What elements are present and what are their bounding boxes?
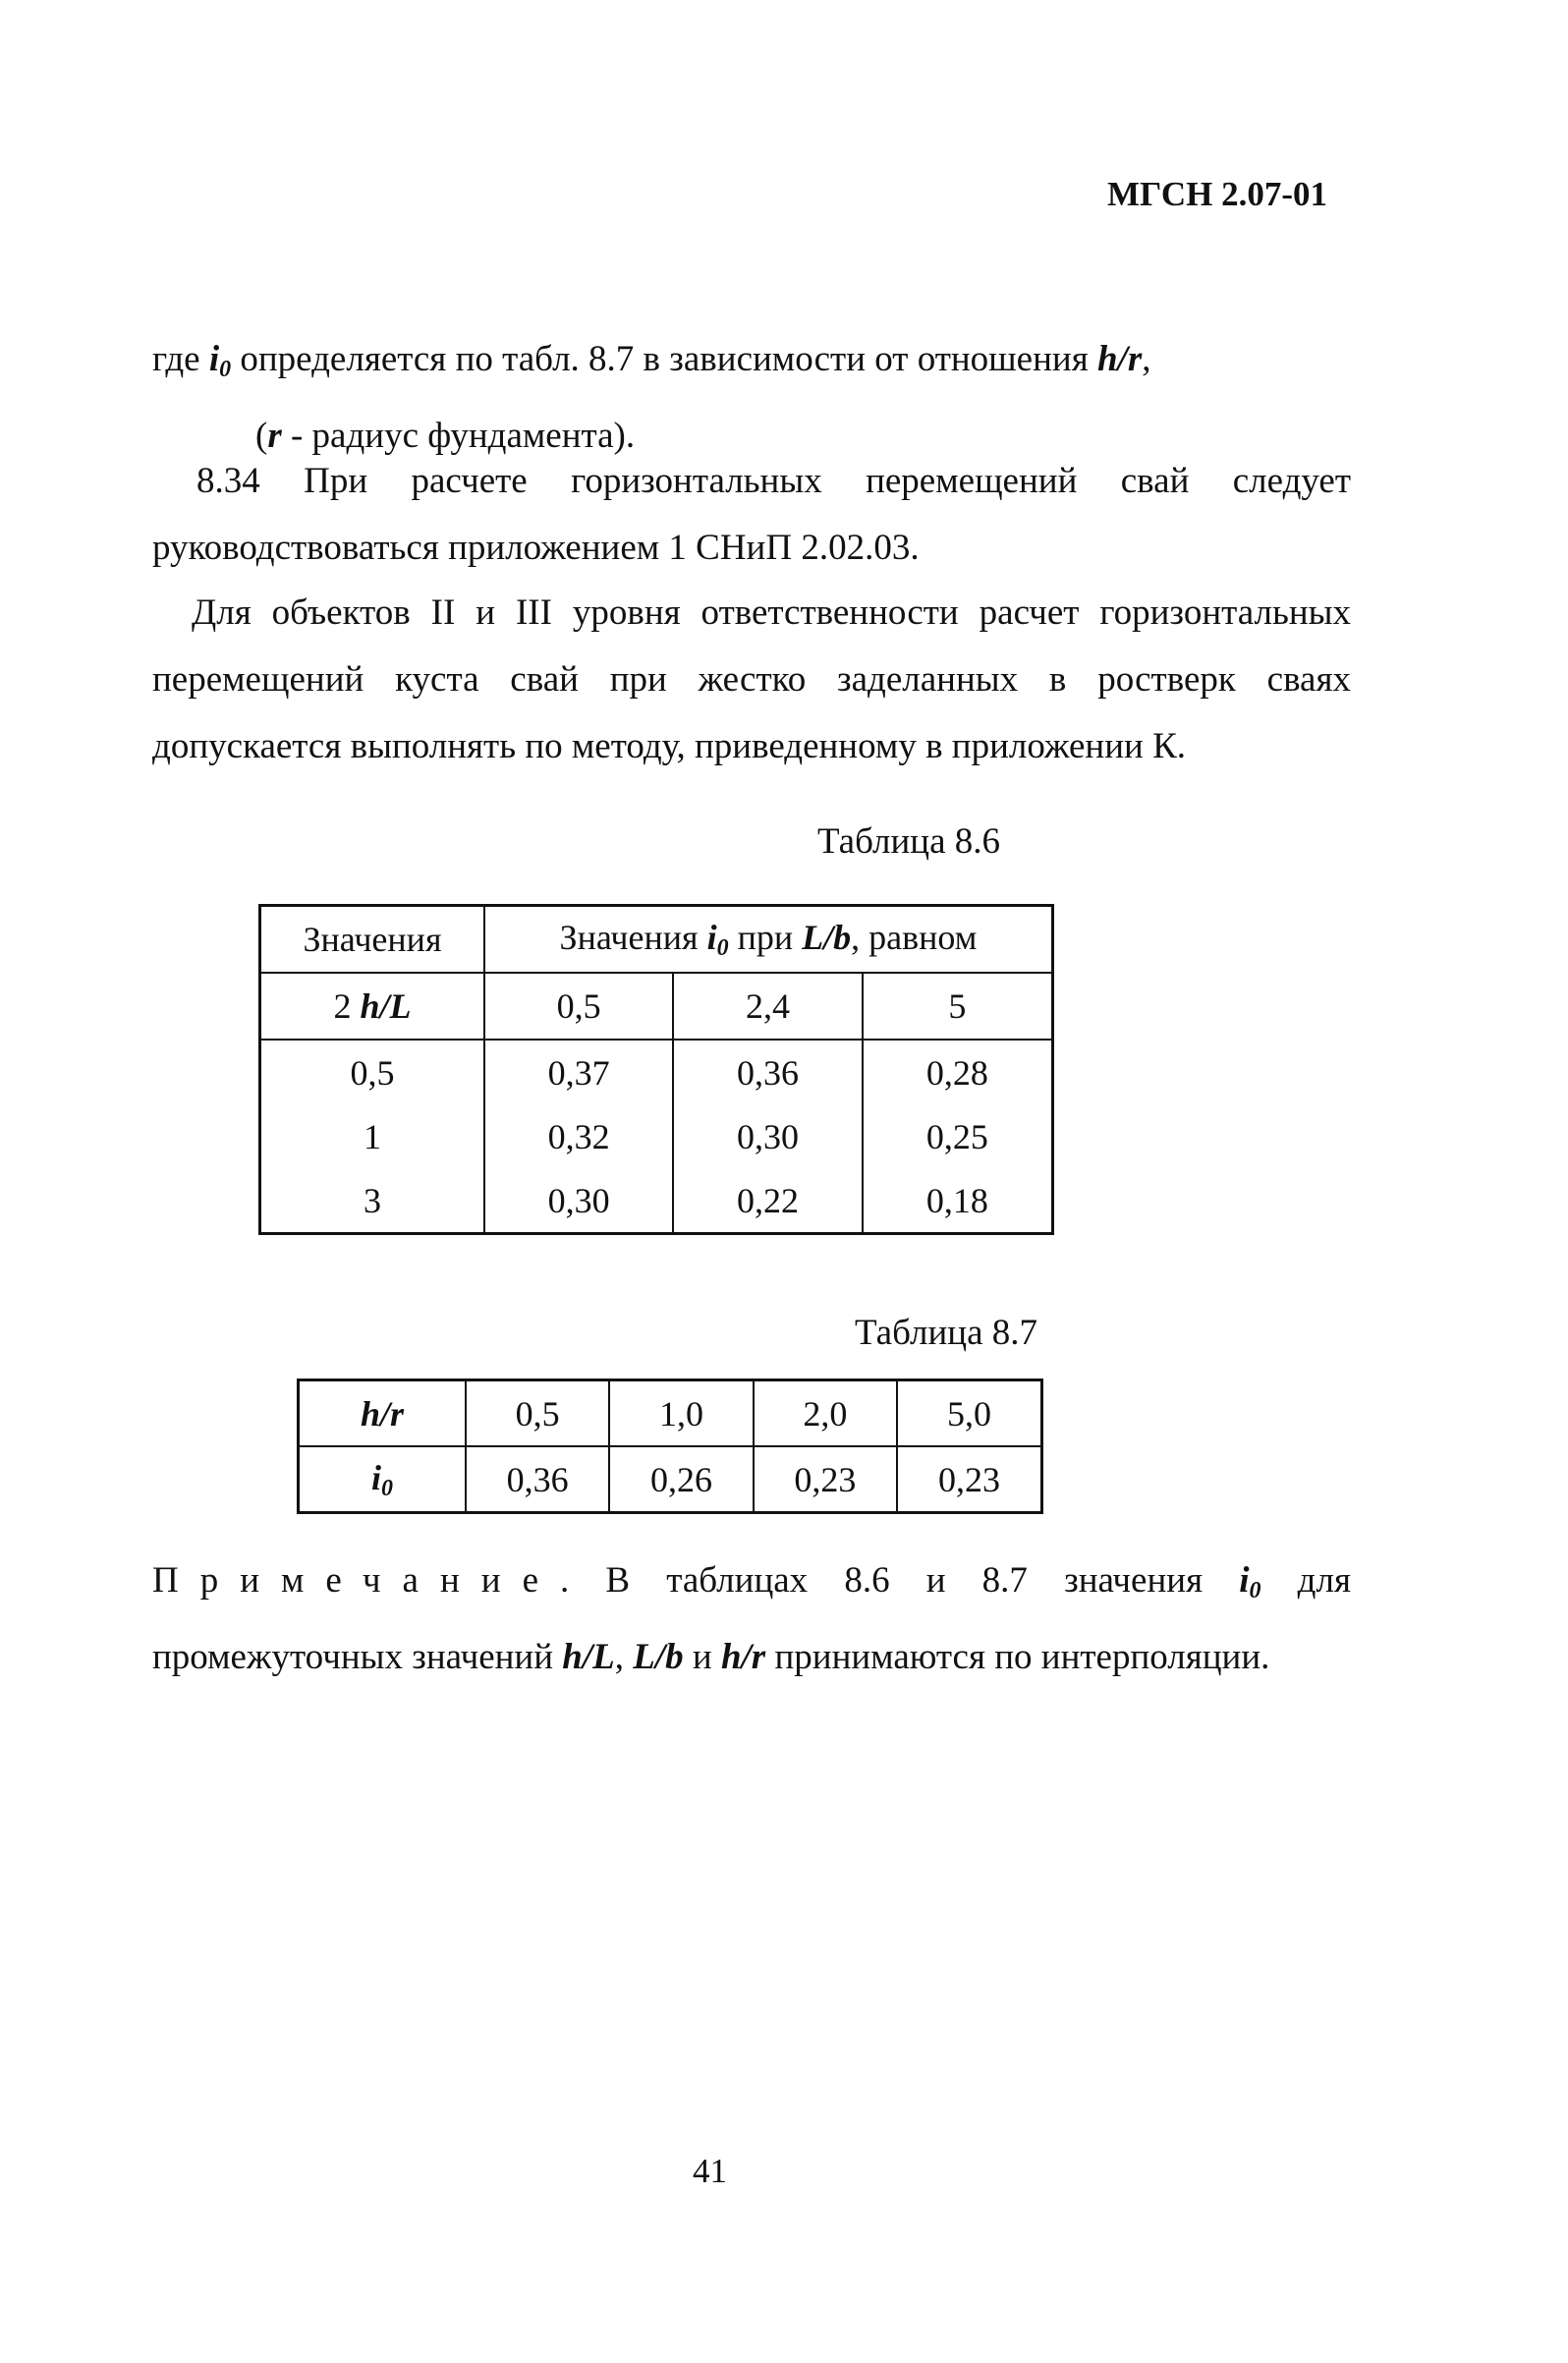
table-cell: 0,5 [466, 1380, 609, 1447]
table-subheader-row [260, 973, 1053, 1040]
table-header-row [260, 906, 1053, 974]
table-row [260, 1168, 1053, 1234]
table-8-7 [297, 1378, 1043, 1514]
table-row [260, 1040, 1053, 1104]
table-cell: 0,37 [484, 1040, 673, 1104]
table-cell: 2,0 [754, 1380, 897, 1447]
table-cell: 3 [260, 1168, 485, 1234]
radius-note: (r - радиус фундамента). [255, 416, 636, 456]
header-cell: 2 h/L [260, 973, 485, 1040]
subheader-cell: 0,5 [484, 973, 673, 1040]
table-8-6-caption: Таблица 8.6 [817, 821, 1000, 862]
table-row [260, 1104, 1053, 1168]
table-cell: 0,32 [484, 1104, 673, 1168]
table-cell: 0,23 [897, 1446, 1042, 1513]
table-cell: 0,22 [673, 1168, 862, 1234]
header-group-cell: Значения $i_0$ при L/b, равном [484, 906, 1053, 974]
page-number: 41 [693, 2152, 727, 2190]
subheader-cell: 5 [863, 973, 1053, 1040]
table-cell: 0,25 [863, 1104, 1053, 1168]
table-8-7-caption: Таблица 8.7 [855, 1313, 1037, 1353]
table-cell: 0,36 [466, 1446, 609, 1513]
paragraph-responsibility-levels: Для объектов II и III уровня ответственности расчет горизонтальных перемещений куста свай при жестко заделанных в ростверк сваях допускается выполнять по методу, приведенному в приложении К. [152, 592, 1351, 766]
row-label-cell: h/r [299, 1380, 467, 1447]
subheader-cell: 2,4 [673, 973, 862, 1040]
table-cell: 1,0 [609, 1380, 753, 1447]
table-8-6 [258, 904, 1054, 1235]
table-cell: 0,18 [863, 1168, 1053, 1234]
table-row [299, 1446, 1042, 1513]
header-cell: Значения [260, 906, 485, 974]
table-cell: 0,26 [609, 1446, 753, 1513]
paragraph-8-34: 8.34 При расчете горизонтальных перемещений свай следует руководствоваться приложением 1 СНиП 2.02.03. [152, 461, 1351, 568]
table-cell: 0,28 [863, 1040, 1053, 1104]
table-cell: 0,36 [673, 1040, 862, 1104]
table-cell: 1 [260, 1104, 485, 1168]
document-code: МГСН 2.07-01 [1107, 175, 1327, 213]
table-cell: 0,5 [260, 1040, 485, 1104]
table-row [299, 1380, 1042, 1447]
table-note: Примечание. В таблицах 8.6 и 8.7 значения $i_0$ для промежуточных значений h/L, L/b и h/r принимаются по интерполяции. [152, 1560, 1351, 1677]
paragraph-i0-definition: где $i_0$ определяется по табл. 8.7 в зависимости от отношения h/r, (r - радиус фундамента). [152, 326, 1351, 470]
table-cell: 0,30 [484, 1168, 673, 1234]
table-cell: 5,0 [897, 1380, 1042, 1447]
table-cell: 0,23 [754, 1446, 897, 1513]
table-cell: 0,30 [673, 1104, 862, 1168]
row-label-cell: $i_0$ [299, 1446, 467, 1513]
